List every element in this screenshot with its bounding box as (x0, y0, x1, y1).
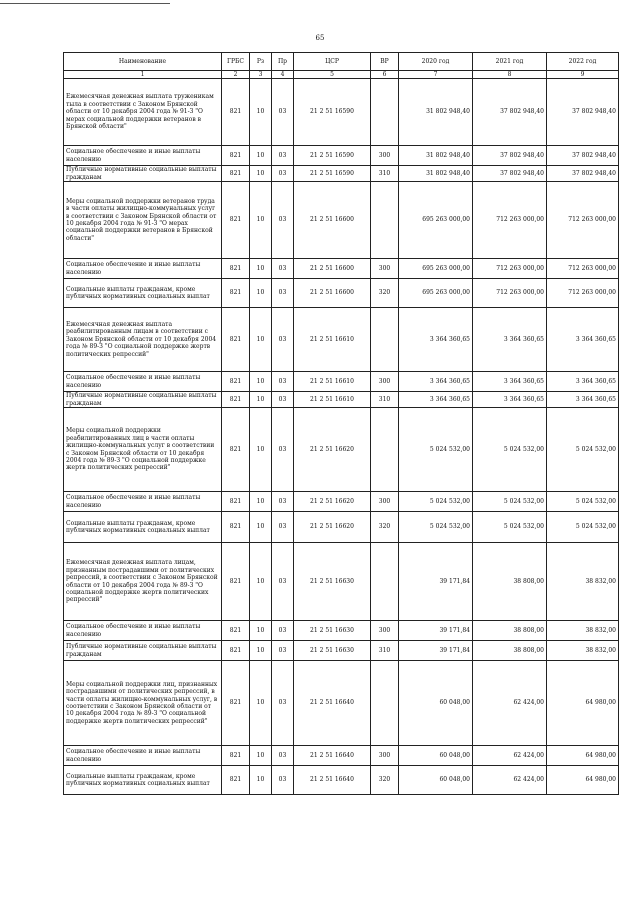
header-vr: ВР (371, 53, 399, 71)
header-2022: 2022 год (547, 53, 619, 71)
row-2021: 5 024 532,00 (473, 408, 547, 492)
row-grbs: 821 (222, 543, 250, 621)
row-vr (371, 308, 399, 372)
row-pr: 03 (272, 79, 294, 146)
table-row (64, 182, 619, 259)
header-row (64, 53, 619, 71)
header-csr: ЦСР (294, 53, 371, 71)
row-grbs: 821 (222, 641, 250, 661)
row-csr: 21 2 51 16590 (294, 79, 371, 146)
row-rz: 10 (250, 308, 272, 372)
row-vr: 300 (371, 372, 399, 392)
row-2020: 60 048,00 (399, 746, 473, 766)
table-row (64, 408, 619, 492)
row-csr: 21 2 51 16590 (294, 166, 371, 182)
row-grbs: 821 (222, 166, 250, 182)
row-csr: 21 2 51 16640 (294, 746, 371, 766)
column-number: 2 (222, 71, 250, 79)
row-csr: 21 2 51 16640 (294, 766, 371, 795)
row-vr: 300 (371, 492, 399, 512)
row-grbs: 821 (222, 146, 250, 166)
row-2020: 695 263 000,00 (399, 182, 473, 259)
table-row (64, 492, 619, 512)
row-name: Социальные выплаты гражданам, кроме публичных нормативных социальных выплат (64, 512, 222, 543)
column-number: 5 (294, 71, 371, 79)
row-pr: 03 (272, 512, 294, 543)
table-row (64, 372, 619, 392)
row-name: Социальное обеспечение и иные выплаты населению (64, 746, 222, 766)
row-vr: 310 (371, 392, 399, 408)
row-2021: 712 263 000,00 (473, 259, 547, 279)
row-csr: 21 2 51 16620 (294, 408, 371, 492)
table-row (64, 279, 619, 308)
row-rz: 10 (250, 621, 272, 641)
row-pr: 03 (272, 182, 294, 259)
header-pr: Пр (272, 53, 294, 71)
row-name: Меры социальной поддержки ветеранов труда в части оплаты жилищно-коммунальных услуг в соответствии с Законом Брянской области от 10 декабря 2004 года № 91-З "О мерах социальной поддержки ветеранов в Брянской области" (64, 182, 222, 259)
table-row (64, 661, 619, 746)
table-row (64, 79, 619, 146)
row-vr (371, 408, 399, 492)
page-number: 65 (315, 34, 325, 42)
row-vr: 300 (371, 746, 399, 766)
top-rule (0, 3, 170, 4)
row-2021: 38 808,00 (473, 543, 547, 621)
row-csr: 21 2 51 16630 (294, 543, 371, 621)
row-2021: 38 808,00 (473, 641, 547, 661)
row-rz: 10 (250, 543, 272, 621)
row-2022: 5 024 532,00 (547, 512, 619, 543)
table-row (64, 512, 619, 543)
row-2020: 31 802 948,40 (399, 79, 473, 146)
row-rz: 10 (250, 408, 272, 492)
row-name: Ежемесячная денежная выплата реабилитированным лицам в соответствии с Законом Брянской области от 10 декабря 2004 года № 89-З "О социальной поддержке жертв политических репрессий" (64, 308, 222, 372)
row-pr: 03 (272, 543, 294, 621)
budget-table (63, 52, 619, 795)
row-grbs: 821 (222, 392, 250, 408)
row-2022: 712 263 000,00 (547, 279, 619, 308)
row-pr: 03 (272, 392, 294, 408)
table-row (64, 392, 619, 408)
row-grbs: 821 (222, 746, 250, 766)
row-vr: 320 (371, 279, 399, 308)
row-vr: 320 (371, 512, 399, 543)
row-name: Меры социальной поддержки реабилитированных лиц в части оплаты жилищно-коммунальных услуг в соответствии с Законом Брянской области от 10 декабря 2004 года № 89-З "О социальной поддержке жертв политических репрессий" (64, 408, 222, 492)
row-2020: 5 024 532,00 (399, 492, 473, 512)
header-rz: Рз (250, 53, 272, 71)
row-name: Публичные нормативные социальные выплаты гражданам (64, 392, 222, 408)
row-rz: 10 (250, 79, 272, 146)
row-rz: 10 (250, 182, 272, 259)
row-2020: 3 364 360,65 (399, 372, 473, 392)
row-name: Социальное обеспечение и иные выплаты населению (64, 492, 222, 512)
row-pr: 03 (272, 746, 294, 766)
header-2020: 2020 год (399, 53, 473, 71)
row-2022: 64 980,00 (547, 746, 619, 766)
row-2022: 3 364 360,65 (547, 372, 619, 392)
row-pr: 03 (272, 279, 294, 308)
row-2022: 712 263 000,00 (547, 259, 619, 279)
row-2022: 37 802 948,40 (547, 79, 619, 146)
column-number: 9 (547, 71, 619, 79)
row-2020: 695 263 000,00 (399, 259, 473, 279)
row-grbs: 821 (222, 621, 250, 641)
row-2020: 695 263 000,00 (399, 279, 473, 308)
row-2021: 3 364 360,65 (473, 392, 547, 408)
row-grbs: 821 (222, 79, 250, 146)
row-rz: 10 (250, 766, 272, 795)
row-pr: 03 (272, 308, 294, 372)
row-rz: 10 (250, 146, 272, 166)
row-vr: 320 (371, 766, 399, 795)
row-2022: 5 024 532,00 (547, 408, 619, 492)
header-2021: 2021 год (473, 53, 547, 71)
row-vr (371, 543, 399, 621)
row-grbs: 821 (222, 372, 250, 392)
column-number: 7 (399, 71, 473, 79)
row-vr: 300 (371, 259, 399, 279)
row-rz: 10 (250, 492, 272, 512)
row-2021: 38 808,00 (473, 621, 547, 641)
row-2022: 38 832,00 (547, 641, 619, 661)
row-2021: 62 424,00 (473, 766, 547, 795)
row-grbs: 821 (222, 512, 250, 543)
table-row (64, 259, 619, 279)
row-grbs: 821 (222, 308, 250, 372)
row-2022: 38 832,00 (547, 543, 619, 621)
table-row (64, 766, 619, 795)
row-2022: 5 024 532,00 (547, 492, 619, 512)
row-csr: 21 2 51 16610 (294, 308, 371, 372)
row-csr: 21 2 51 16600 (294, 259, 371, 279)
table-row (64, 621, 619, 641)
row-csr: 21 2 51 16630 (294, 621, 371, 641)
row-2021: 3 364 360,65 (473, 308, 547, 372)
row-name: Социальное обеспечение и иные выплаты населению (64, 372, 222, 392)
row-rz: 10 (250, 259, 272, 279)
row-2021: 37 802 948,40 (473, 166, 547, 182)
header-name: Наименование (64, 53, 222, 71)
row-rz: 10 (250, 372, 272, 392)
row-2020: 60 048,00 (399, 766, 473, 795)
row-pr: 03 (272, 641, 294, 661)
table-row (64, 641, 619, 661)
row-csr: 21 2 51 16620 (294, 512, 371, 543)
row-name: Социальное обеспечение и иные выплаты населению (64, 259, 222, 279)
table-row (64, 146, 619, 166)
row-name: Социальное обеспечение и иные выплаты населению (64, 621, 222, 641)
row-grbs: 821 (222, 766, 250, 795)
row-rz: 10 (250, 641, 272, 661)
row-vr: 310 (371, 641, 399, 661)
row-name: Меры социальной поддержки лиц, признанных пострадавшими от политических репрессий, в части оплаты жилищно-коммунальных услуг, в соответствии с Законом Брянской области от 10 декабря 2004 года № 89-З "О социальной поддержке жертв политических репрессий" (64, 661, 222, 746)
row-name: Социальное обеспечение и иные выплаты населению (64, 146, 222, 166)
column-number: 1 (64, 71, 222, 79)
table-body (64, 79, 619, 795)
row-name: Социальные выплаты гражданам, кроме публичных нормативных социальных выплат (64, 766, 222, 795)
header-grbs: ГРБС (222, 53, 250, 71)
row-2020: 31 802 948,40 (399, 166, 473, 182)
column-number: 8 (473, 71, 547, 79)
row-2020: 5 024 532,00 (399, 408, 473, 492)
row-rz: 10 (250, 392, 272, 408)
column-number: 4 (272, 71, 294, 79)
row-pr: 03 (272, 766, 294, 795)
row-vr: 310 (371, 166, 399, 182)
row-2021: 62 424,00 (473, 661, 547, 746)
row-2020: 5 024 532,00 (399, 512, 473, 543)
row-grbs: 821 (222, 279, 250, 308)
row-pr: 03 (272, 146, 294, 166)
row-2022: 712 263 000,00 (547, 182, 619, 259)
row-2022: 3 364 360,65 (547, 392, 619, 408)
column-number-row (64, 71, 619, 79)
row-2021: 37 802 948,40 (473, 146, 547, 166)
row-2022: 38 832,00 (547, 621, 619, 641)
row-2020: 60 048,00 (399, 661, 473, 746)
row-2020: 39 171,84 (399, 641, 473, 661)
row-csr: 21 2 51 16640 (294, 661, 371, 746)
row-pr: 03 (272, 166, 294, 182)
row-grbs: 821 (222, 408, 250, 492)
row-csr: 21 2 51 16590 (294, 146, 371, 166)
row-csr: 21 2 51 16610 (294, 392, 371, 408)
row-csr: 21 2 51 16630 (294, 641, 371, 661)
row-grbs: 821 (222, 259, 250, 279)
row-vr (371, 79, 399, 146)
row-rz: 10 (250, 166, 272, 182)
column-number: 3 (250, 71, 272, 79)
row-2022: 64 980,00 (547, 661, 619, 746)
table-row (64, 543, 619, 621)
row-2021: 5 024 532,00 (473, 512, 547, 543)
row-pr: 03 (272, 492, 294, 512)
row-csr: 21 2 51 16610 (294, 372, 371, 392)
row-name: Публичные нормативные социальные выплаты гражданам (64, 641, 222, 661)
row-pr: 03 (272, 661, 294, 746)
row-pr: 03 (272, 621, 294, 641)
row-pr: 03 (272, 372, 294, 392)
row-csr: 21 2 51 16620 (294, 492, 371, 512)
row-rz: 10 (250, 279, 272, 308)
row-2020: 39 171,84 (399, 543, 473, 621)
row-2021: 37 802 948,40 (473, 79, 547, 146)
row-rz: 10 (250, 512, 272, 543)
row-pr: 03 (272, 408, 294, 492)
row-name: Публичные нормативные социальные выплаты гражданам (64, 166, 222, 182)
row-vr (371, 182, 399, 259)
row-csr: 21 2 51 16600 (294, 279, 371, 308)
row-2020: 31 802 948,40 (399, 146, 473, 166)
row-2021: 712 263 000,00 (473, 182, 547, 259)
row-name: Социальные выплаты гражданам, кроме публичных нормативных социальных выплат (64, 279, 222, 308)
row-csr: 21 2 51 16600 (294, 182, 371, 259)
row-2021: 5 024 532,00 (473, 492, 547, 512)
row-vr (371, 661, 399, 746)
table-row (64, 746, 619, 766)
row-vr: 300 (371, 621, 399, 641)
row-name: Ежемесячная денежная выплата труженикам тыла в соответствии с Законом Брянской области от 10 декабря 2004 года № 91-З "О мерах социальной поддержки ветеранов в Брянской области" (64, 79, 222, 146)
row-grbs: 821 (222, 182, 250, 259)
row-2020: 3 364 360,65 (399, 392, 473, 408)
row-name: Ежемесячная денежная выплата лицам, признанным пострадавшими от политических репрессий, в соответствии с Законом Брянской области от 10 декабря 2004 года № 89-З "О социальной поддержке жертв политических репрессий" (64, 543, 222, 621)
table-row (64, 166, 619, 182)
row-pr: 03 (272, 259, 294, 279)
row-2022: 3 364 360,65 (547, 308, 619, 372)
row-grbs: 821 (222, 661, 250, 746)
row-2022: 37 802 948,40 (547, 166, 619, 182)
row-grbs: 821 (222, 492, 250, 512)
row-2021: 712 263 000,00 (473, 279, 547, 308)
row-rz: 10 (250, 746, 272, 766)
row-2020: 3 364 360,65 (399, 308, 473, 372)
column-number: 6 (371, 71, 399, 79)
row-vr: 300 (371, 146, 399, 166)
row-2022: 64 980,00 (547, 766, 619, 795)
row-2021: 62 424,00 (473, 746, 547, 766)
row-2020: 39 171,84 (399, 621, 473, 641)
row-2022: 37 802 948,40 (547, 146, 619, 166)
table-row (64, 308, 619, 372)
row-rz: 10 (250, 661, 272, 746)
row-2021: 3 364 360,65 (473, 372, 547, 392)
